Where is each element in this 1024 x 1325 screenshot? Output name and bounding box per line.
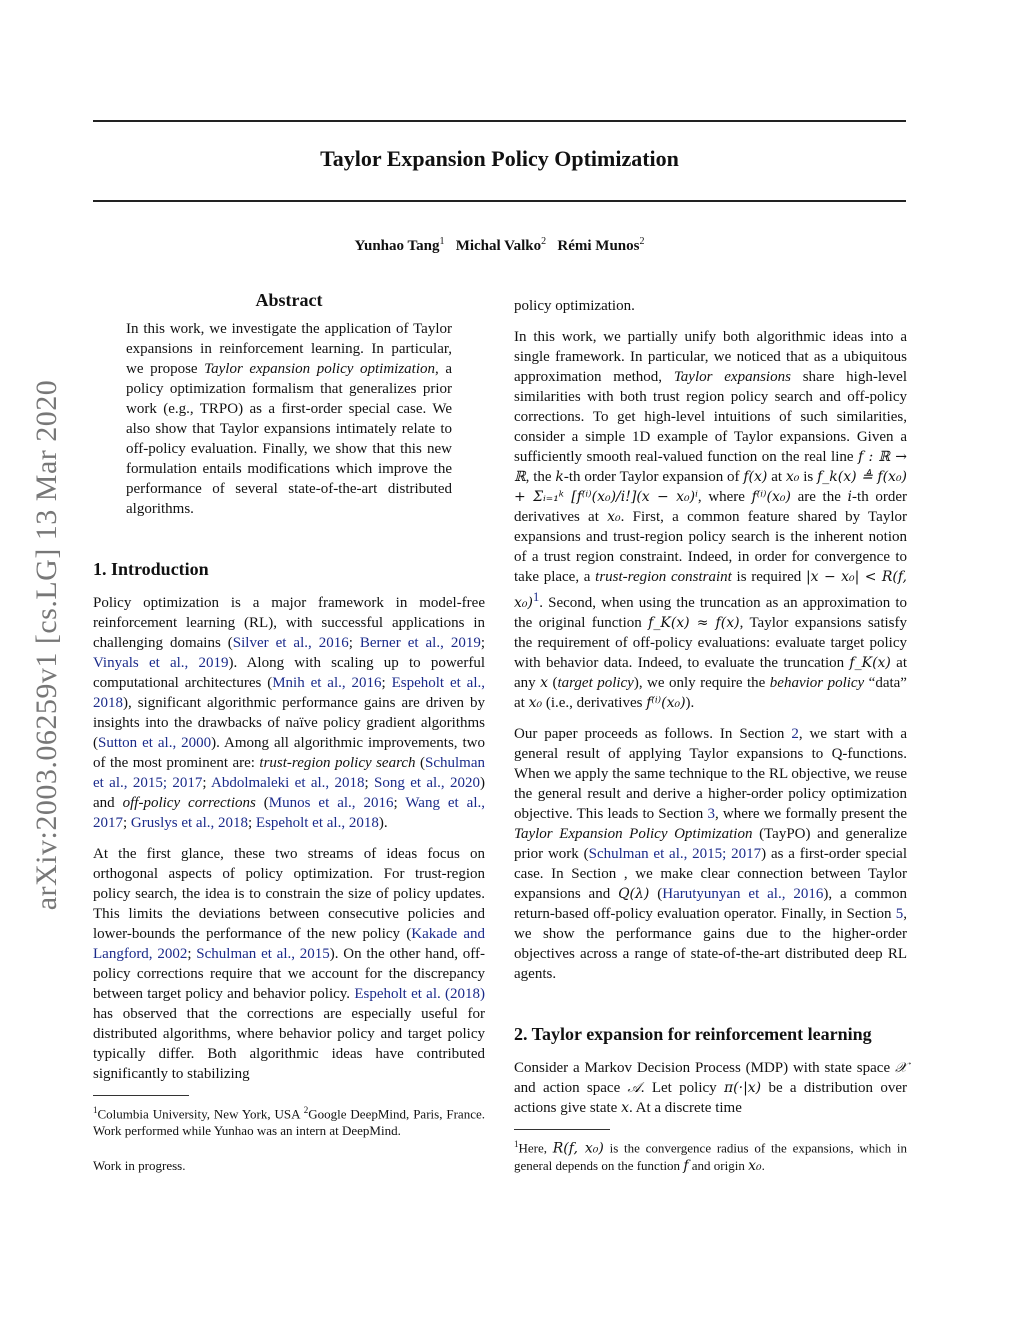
math-expression: Q(λ) (618, 886, 650, 902)
math-expression: x₀ (748, 1158, 762, 1175)
author-name: Michal Valko (455, 238, 542, 254)
math-expression: i (847, 489, 853, 505)
arxiv-stamp (30, 350, 64, 940)
text-run: is the convergence radius of the expansions, which in general depends on the function (514, 1140, 907, 1174)
math-expression: x₀ (607, 509, 621, 525)
author-name: Rémi Munos (557, 238, 640, 254)
emphasis: target policy (557, 675, 634, 691)
emphasis: trust-region constraint (595, 569, 732, 585)
author-list (93, 236, 906, 255)
text-run: ), we only require the (633, 675, 770, 691)
text-run: ). Among all algorithmic improvements, two of the most prominent are: (93, 735, 485, 771)
text-run: ; (123, 815, 131, 831)
emphasis: Taylor Expansion Policy Optimization (514, 826, 753, 842)
text-run: . Second, when using the truncation as an approximation to the original function (514, 595, 907, 631)
text-run: Our paper proceeds as follows. In Section (514, 726, 792, 742)
abstract-text (126, 319, 452, 519)
math-expression: 𝒳 (894, 1060, 907, 1076)
footnote-link[interactable]: 1 (532, 590, 540, 604)
text-run: ) as a first-order special case. In Section , we make clear connection between Taylor expansions and (514, 846, 908, 902)
text-run: . First, a common feature shared by Taylor expansions and trust-region policy search is the inherent notion of a trust region constraint. Indeed, in order for convergence to take place, a (514, 509, 907, 585)
text-run: at any (514, 655, 907, 691)
emphasis: off-policy corrections (122, 795, 256, 811)
intro-paragraph-1 (93, 593, 485, 833)
author-name: Yunhao Tang (354, 238, 440, 254)
emphasis: trust-region policy search (259, 755, 416, 771)
footnote-marker: 1 (93, 1105, 98, 1115)
footnote-rule (93, 1095, 189, 1096)
right-column (514, 296, 907, 1186)
text-run: Here, (518, 1140, 553, 1156)
footnote-marker: 2 (303, 1105, 309, 1115)
math-expression: |x − x₀| < R(f, x₀) (514, 569, 908, 611)
text-run: In this work, we investigate the application of Taylor expansions in reinforcement learning. In particular, we propose (126, 321, 452, 377)
section-heading-introduction: 1. Introduction (93, 559, 209, 579)
text-run: Policy optimization is a major framework in model-free reinforcement learning (RL), with successful applications in challenging domains ( (93, 595, 485, 651)
footnote-marker: 1 (514, 1139, 519, 1149)
math-expression: x (621, 1100, 629, 1116)
citation-link[interactable]: Sutton et al., 2000 (98, 735, 212, 751)
text-run: and origin (688, 1158, 749, 1174)
text-run: ), significant algorithmic performance gains are driven by insights into the drawbacks of naïve policy gradient algorithms ( (93, 695, 485, 751)
text-run: are the (790, 489, 848, 505)
abstract-heading: Abstract (255, 290, 323, 310)
text-run: ; (202, 775, 212, 791)
math-expression: f⁽ⁱ⁾(x₀) (751, 489, 791, 505)
text-run: ( (255, 795, 269, 811)
citation-link[interactable]: Munos et al., 2016 (268, 795, 394, 811)
math-expression: f(x) (743, 469, 768, 485)
text-run: at (767, 469, 786, 485)
text-run: . (761, 1158, 765, 1174)
text-run: ( (415, 755, 425, 771)
citation-link[interactable]: Schulman et al., 2015 (196, 946, 330, 962)
text-run: be a distribution over actions give state (514, 1080, 908, 1116)
section-link[interactable]: 2 (791, 726, 799, 742)
top-rule (93, 120, 906, 122)
footnote-rule (514, 1129, 610, 1130)
citation-link[interactable]: Gruslys et al., 2018 (130, 815, 248, 831)
affiliation-footnote (93, 1102, 485, 1139)
text-run: share high-level similarities with both trust region policy search and off-policy corrections. To get high-level intuitions of such similarities, consider a simple 1D example of Taylor expansions. Given a sufficiently smooth real-valued function on the real line (514, 369, 907, 465)
footnote-convergence-radius (514, 1136, 907, 1175)
emphasis: Taylor expansions (673, 369, 791, 385)
emphasis: Taylor expansion policy optimization (204, 361, 436, 377)
citation-link[interactable]: Wang et al., 2017 (93, 795, 485, 831)
text-run: (TayPO) and generalize prior work ( (514, 826, 908, 862)
text-run: ), a common return-based off-policy evaluation operator. Finally, in Section (514, 886, 907, 922)
math-expression: f_K(x) (849, 655, 891, 671)
text-run: ; (187, 946, 197, 962)
text-run: is (799, 469, 818, 485)
text-run: ; (364, 775, 375, 791)
text-run: ). On the other hand, off-policy corrections require that we account for the discrepancy between target policy and behavior policy. (93, 946, 485, 1002)
paper-title: Taylor Expansion Policy Optimization (320, 146, 679, 171)
citation-link[interactable]: Harutyunyan et al., 2016 (662, 886, 824, 902)
math-expression: π(·|x) (723, 1080, 762, 1096)
text-run: At the first glance, these two streams of ideas focus on orthogonal aspects of policy optimization. For trust-region policy search, the idea is to constrain the size of policy updates. This limits the deviations between consecutive policies and lower-bounds the performance of the new policy ( (93, 846, 485, 942)
math-expression: f⁽ⁱ⁾(x₀) (646, 695, 686, 711)
text-run: is required (731, 569, 806, 585)
text-run: ). (685, 695, 695, 711)
citation-link[interactable]: Schulman et al., 2015; 2017 (588, 846, 762, 862)
section-heading-taylor-expansion: 2. Taylor expansion for reinforcement learning (514, 1024, 872, 1044)
arxiv-identifier: arXiv:2003.06259v1 [cs.LG] 13 Mar 2020 (30, 379, 63, 911)
text-run: In this work, we partially unify both algorithmic ideas into a single framework. In particular, we noticed that as a ubiquitous approximation method, (514, 329, 907, 385)
citation-link[interactable]: Abdolmaleki et al., 2018 (211, 775, 365, 791)
citation-link[interactable]: Vinyals et al., 2019 (93, 655, 229, 671)
text-run: ( (649, 886, 663, 902)
citation-link[interactable]: Espeholt et al., 2018 (255, 815, 379, 831)
text-run: ; (480, 635, 485, 651)
text-run: “data” at (514, 675, 907, 711)
text-run: (i.e., derivatives (542, 695, 647, 711)
math-expression: f_K(x) ≈ f(x) (648, 615, 740, 631)
text-run: , we start with a general result of applying Taylor expansions to Q-functions. When we apply the same technique to the RL objective, we reuse the general result and derive a higher-order policy optimization objective. This leads to Section (514, 726, 907, 822)
text-run: . At a discrete time (628, 1100, 742, 1116)
text-run: ). (378, 815, 388, 831)
text-run: ) and (93, 775, 486, 811)
math-expression: f_k(x) ≜ f(x₀) + Σᵢ₌₁ᵏ [f⁽ⁱ⁾(x₀)/i!](x − x₀)ⁱ (514, 469, 908, 505)
right-paragraph-2 (514, 327, 907, 713)
text-run: ; (381, 675, 392, 691)
citation-link[interactable]: Silver et al., 2016 (232, 635, 349, 651)
citation-link[interactable]: Espeholt et al. (2018) (354, 986, 485, 1002)
citation-link[interactable]: Schulman et al., 2015; 2017 (93, 755, 485, 791)
math-expression: x₀ (528, 695, 543, 711)
text-run: ). Along with scaling up to powerful computational architectures ( (93, 655, 485, 691)
emphasis: behavior policy (769, 675, 865, 691)
math-expression: 𝒜 (627, 1080, 641, 1096)
math-expression: f : ℝ → ℝ (514, 449, 907, 485)
text-run: , where we formally present the (714, 806, 907, 822)
text-run: Consider a Markov Decision Process (MDP) with state space (514, 1060, 895, 1076)
left-column (93, 290, 485, 1185)
author-affiliation: 1 (439, 236, 445, 247)
citation-link[interactable]: Kakade and Langford, 2002 (93, 926, 486, 962)
text-run: , the (525, 469, 556, 485)
math-expression: x (540, 675, 549, 691)
math-expression: x₀ (785, 469, 800, 485)
text-run: -th order Taylor expansion of (563, 469, 744, 485)
citation-link[interactable]: Song et al., 2020 (374, 775, 481, 791)
text-run: , Taylor expansions satisfy the requirement of off-policy evaluations: evaluate target policy with behavior data. Indeed, to evaluate the truncation (514, 615, 907, 671)
continued-text: policy optimization. (514, 298, 635, 314)
section-link[interactable]: 5 (895, 906, 904, 922)
text-run: has observed that the corrections are especially useful for distributed algorithms, where behavior policy and target policy typically differ. Both algorithmic ideas have contributed significantly to stabilizing (93, 1006, 485, 1082)
text-run: ( (548, 675, 558, 691)
text-run: , a policy optimization formalism that generalizes prior work (e.g., TRPO) as a first-order special case. We also show that Taylor expansions intimately relate to off-policy evaluation. Finally, we show that this new formulation entails modifications which improve the performance of several state-of-the-art distributed algorithms. (126, 361, 453, 517)
math-expression: R(f, x₀) (552, 1140, 604, 1157)
text-run: -th order derivatives at (514, 489, 907, 525)
section-2-paragraph (514, 1058, 907, 1118)
math-expression: k (555, 469, 564, 485)
text-run: Google DeepMind, Paris, France. Work performed while Yunhao was an intern at DeepMind. (93, 1106, 485, 1139)
citation-link[interactable]: Espeholt et al., 2018 (93, 675, 485, 711)
text-run: Columbia University, New York, USA (97, 1106, 304, 1122)
author-affiliation: 2 (639, 236, 645, 247)
text-run: ; (348, 635, 360, 651)
text-run: and action space (514, 1080, 628, 1096)
right-paragraph-3 (514, 724, 907, 984)
text-run: , where (697, 489, 752, 505)
title-bottom-rule (93, 200, 906, 202)
text-run: , we show the performance gains due to the higher-order objectives across a range of state-of-the-art distributed deep RL agents. (514, 906, 907, 982)
citation-link[interactable]: Berner et al., 2019 (359, 635, 481, 651)
math-expression: f (683, 1158, 689, 1175)
text-run: . Let policy (640, 1080, 724, 1096)
section-link[interactable]: 3 (707, 806, 715, 822)
author-affiliation: 2 (541, 236, 547, 247)
text-run: ; (248, 815, 256, 831)
intro-paragraph-2 (93, 844, 485, 1084)
text-run: ; (393, 795, 406, 811)
work-in-progress-note: Work in progress. (93, 1158, 186, 1174)
citation-link[interactable]: Mnih et al., 2016 (272, 675, 382, 691)
